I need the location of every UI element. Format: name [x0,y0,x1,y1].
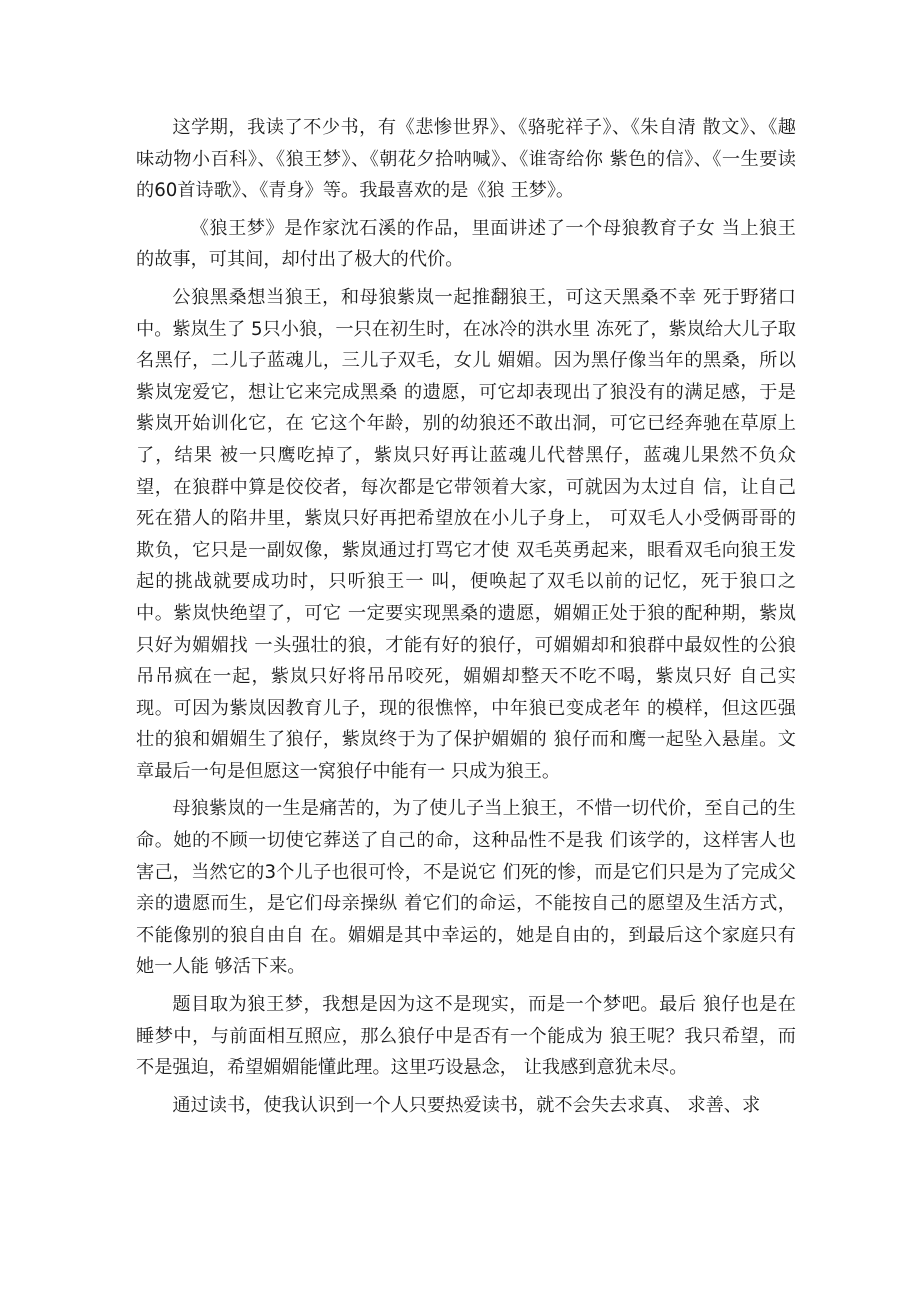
paragraph-plot-summary: 公狼黑桑想当狼王，和母狼紫岚一起推翻狼王，可这天黑桑不幸 死于野猪口中。紫岚生了 5只小狼，一只在初生时，在冰冷的洪水里 冻死了，紫岚给大儿子取名黑仔，二儿子蓝魂儿，三儿子双毛，女儿 媚媚。因为黑仔像当年的黑桑，所以紫岚宠爱它，想让它来完成黑桑 的遗愿，可它却表现出了狼没有的满足感，于是紫岚开始训化它，在 它这个年龄，别的幼狼还不敢出洞，可它已经奔驰在草原上了，结果 被一只鹰吃掉了，紫岚只好再让蓝魂儿代替黑仔，蓝魂儿果然不负众望，在狼群中算是佼佼者，每次都是它带领着大家，可就因为太过自 信，让自己死在猎人的陷井里，紫岚只好再把希望放在小儿子身上， 可双毛人小受俩哥哥的欺负，它只是一副奴像，紫岚通过打骂它才使 双毛英勇起来，眼看双毛向狼王发起的挑战就要成功时，只听狼王一 叫，便唤起了双毛以前的记忆，死于狼口之中。紫岚快绝望了，可它 一定要实现黑桑的遗愿，媚媚正处于狼的配种期，紫岚只好为媚媚找 一头强壮的狼，才能有好的狼仔，可媚媚却和狼群中最奴性的公狼吊吊疯在一起，紫岚只好将吊吊咬死，媚媚却整天不吃不喝，紫岚只好 自己实现。可因为紫岚因教育儿子，现的很憔悴，中年狼已变成老年 的模样，但这匹强壮的狼和媚媚生了狼仔，紫岚终于为了保护媚媚的 狼仔而和鹰一起坠入悬崖。文章最后一句是但愿这一窝狼仔中能有一 只成为狼王。 [136,286,796,782]
document-body [136,112,796,1127]
paragraph-conclusion: 通过读书，使我认识到一个人只要热爱读书，就不会失去求真、 求善、求 [172,1094,761,1116]
paragraph-book-list: 这学期，我读了不少书，有《悲惨世界》、《骆驼祥子》、《朱自清 散文》、《趣味动物小百科》、《狼王梦》、《朝花夕拾呐喊》、《谁寄给你 紫色的信》、《一生要读的60首诗歌》、《青身》等。我最喜欢的是《狼 王梦》。 [136,117,796,202]
paragraph-title-meaning: 题目取为狼王梦，我想是因为这不是现实，而是一个梦吧。最后 狼仔也是在睡梦中，与前面相互照应，那么狼仔中是否有一个能成为 狼王呢？我只希望，而不是强迫，希望媚媚能懂此理。这里巧设悬念， 让我感到意犹未尽。 [136,994,796,1079]
paragraph-introduction: 《狼王梦》是作家沈石溪的作品，里面讲述了一个母狼教育子女 当上狼王的故事，可其间，却付出了极大的代价。 [136,217,796,271]
paragraph-reflection: 母狼紫岚的一生是痛苦的，为了使儿子当上狼王，不惜一切代价，至自己的生命。她的不顾一切使它葬送了自己的命，这种品性不是我 们该学的，这样害人也害己，当然它的3个儿子也很可怜，不是说它 们死的惨，而是它们只是为了完成父亲的遗愿而生，是它们母亲操纵 着它们的命运，不能按自己的愿望及生活方式，不能像别的狼自由自 在。媚媚是其中幸运的，她是自由的，到最后这个家庭只有她一人能 够活下来。 [136,798,796,978]
